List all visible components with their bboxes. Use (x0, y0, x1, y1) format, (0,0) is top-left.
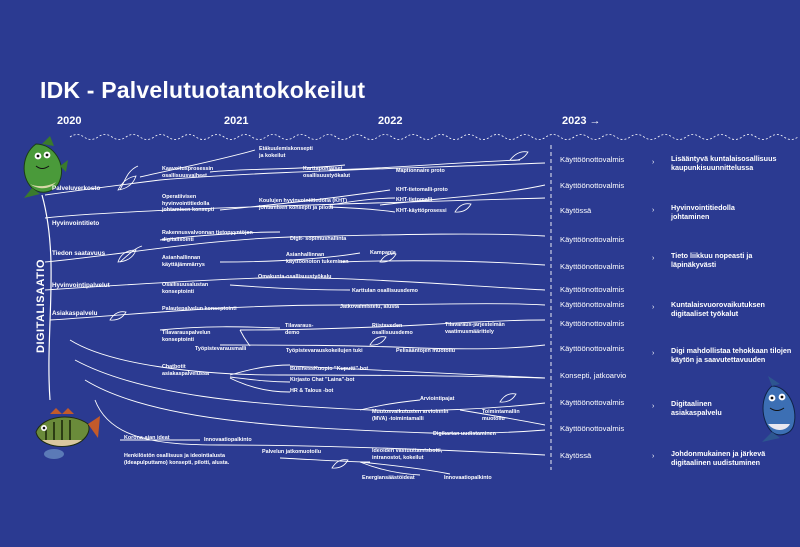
svg-text:›: › (652, 403, 655, 410)
status-4: Käyttöönottovalmis (560, 235, 625, 244)
item-tyopiste: Työpistevarausmalli (195, 346, 247, 352)
status-14: Käytössä (560, 451, 592, 460)
status-8: Käyttöönottovalmis (560, 319, 625, 328)
status-3: Käytössä (560, 206, 592, 215)
item-rakennus: Rakennusvalvonnan tietopyyntöjen digitalisointi (162, 230, 253, 243)
item-energia: Energiansäästöideat (362, 475, 415, 481)
status-2: Käyttöönottovalmis (560, 181, 625, 190)
svg-text:›: › (652, 304, 655, 311)
item-businesskuopio: BusinessKuopio "Kuputti"-bot (290, 366, 369, 372)
item-digikartan: Digikartan uudistaminen (433, 431, 496, 437)
svg-text:›: › (652, 159, 655, 166)
status-9: Käyttöönottovalmis (560, 344, 625, 353)
goal-3: Tieto liikkuu nopeasti ja läpinäkyvästi (671, 251, 753, 269)
page-title: IDK - Palvelutuotantokokeilut (40, 77, 366, 103)
item-asianhallinnan-tuki: Asianhallinnan käyttöönoton tukeminen (286, 252, 349, 265)
goal-7: Johdonmukainen ja järkevä digitaalinen uudistuminen (671, 449, 766, 467)
year-2021: 2021 (224, 115, 249, 127)
item-omakunta: Omakunta-osallisuustyökalu (258, 274, 332, 280)
svg-text:›: › (652, 350, 655, 357)
item-palaute: Palautepalvelun konseptointi (162, 306, 237, 312)
item-kaavoitus: Kaavoitusprosessin osallisuusvaiheet (162, 166, 214, 179)
goal-6: Digitaalinen asiakaspalvelu (671, 399, 722, 417)
svg-text:›: › (652, 207, 655, 214)
item-maptionnaire: Maptionnaire proto (396, 168, 445, 174)
year-2020: 2020 (57, 115, 82, 127)
item-muutos: Muutosvaikutusten arvioinnin (MVA) -toimintamalli (372, 409, 449, 422)
item-tilavaraus-jarjestelma: Tilavaraus-järjestelmän vaatimusmäärittely (445, 322, 505, 335)
item-kht-proto: KHT-tietomalli-proto (396, 187, 448, 193)
item-koulujen: Koulujen hyvinvointitiedolla (KHT) johtamisen konsepti ja pilotti (259, 198, 348, 211)
item-henkiloston: Henkilöstön osallisuus ja ideointialusta (Ideapulputtamo) konsepti, pilotti, alusta. (124, 453, 230, 466)
year-2023: 2023 → (562, 115, 601, 127)
item-karttapohjaiset: Karttapohjaiset osallisuustyökalut (303, 166, 351, 179)
goal-5: Digi mahdollistaa tehokkaan tilojen käytön ja saavutettavuuden (671, 346, 792, 364)
item-karttulan: Karttulan osallisuusdemo (352, 288, 418, 294)
status-1: Käyttöönottovalmis (560, 155, 625, 164)
blue-fish-mascot (762, 376, 795, 442)
goal-4: Kuntalaisvuorovaikutuksen digitaaliset työkalut (671, 300, 765, 318)
status-10: Konsepti, jatkoarvio (560, 371, 627, 380)
item-jatkoval: Jatkovalmistelu, alusta (340, 304, 400, 310)
section-tiedon-saatavuus: Tiedon saatavuus (52, 250, 106, 257)
item-korona: Korona-ajan ideat (124, 435, 170, 441)
svg-text:›: › (652, 255, 655, 262)
section-asiakaspalvelu: Asiakaspalvelu (52, 310, 98, 317)
goal-1: Lisääntyvä kuntalaisosallisuus kaupunkisuunnittelussa (671, 154, 777, 172)
item-kht-kaytto: KHT-käyttöprosessi (396, 208, 447, 214)
item-digi-sopimus: Digit- sopimushallinta (290, 236, 347, 242)
goal-2: Hyvinvointitiedolla johtaminen (671, 203, 735, 221)
item-hr: HR & Talous -bot (290, 388, 334, 394)
section-palveluverkosto: Palveluverkosto (52, 185, 101, 192)
item-kirjasto: Kirjasto Chat "Laina"-bot (290, 377, 355, 383)
item-palvelun-jatko: Palvelun jatkomuotoilu (262, 449, 322, 455)
vertical-label-digitalisaatio: DIGITALISAATIO (35, 259, 47, 353)
status-11: Käyttöönottovalmis (560, 398, 625, 407)
item-osallisuusalusta: Osallisuusalustan konseptointi (162, 282, 209, 295)
status-6: Käyttöönottovalmis (560, 285, 625, 294)
item-pelisaanto: Pelisääntöjen muotoilu (396, 348, 456, 354)
item-kampanja: Kampanja (370, 250, 396, 256)
item-chatbotit: Chatbotit asiakaspalvelussa (162, 364, 210, 377)
section-hyvinvointitieto: Hyvinvointitieto (52, 220, 100, 227)
item-innovaatiopalkinto-1: Innovaatiopalkinto (204, 437, 252, 443)
status-7: Käyttöönottovalmis (560, 300, 625, 309)
svg-text:›: › (652, 453, 655, 460)
status-12: Käyttöönottovalmis (560, 424, 625, 433)
status-5: Käyttöönottovalmis (560, 262, 625, 271)
item-asianhallinnan: Asianhallinnan käyttäjämmärrys (162, 255, 205, 268)
year-2022: 2022 (378, 115, 403, 127)
section-hyvinvointipalvelut: Hyvinvointipalvelut (52, 282, 110, 289)
item-kht-tietomalli: KHT-tietomalli (396, 197, 433, 203)
item-arviointipajat: Arviointipajat (420, 396, 455, 402)
item-toimintamallin: Toimintamallin muotoilu (482, 409, 520, 422)
item-tilavaraus: Tilavarauspalvelun konseptointi (162, 330, 211, 343)
item-innovaatiopalkinto-2: Innovaatiopalkinto (444, 475, 492, 481)
item-operatiivinen: Operatiivisen hyvinvointitiedolla johtamisen konsepti (162, 194, 215, 214)
item-riistaveden: Riistaveden osallisuusdemo (372, 323, 413, 336)
perch-fish-mascot (36, 408, 100, 459)
item-tilavaraus-demo: Tilavaraus- demo (285, 323, 314, 336)
item-tyopiste-tuki: Työpistevarauskokeilujen tuki (286, 348, 363, 354)
item-ideoiden: Ideoiden vastuuttamisbotti, intranostot, kokeilut (372, 448, 443, 461)
item-etakuulemis: Etäkuulemiskonsepti ja kokeilut (259, 146, 313, 159)
wave-divider (70, 135, 798, 140)
